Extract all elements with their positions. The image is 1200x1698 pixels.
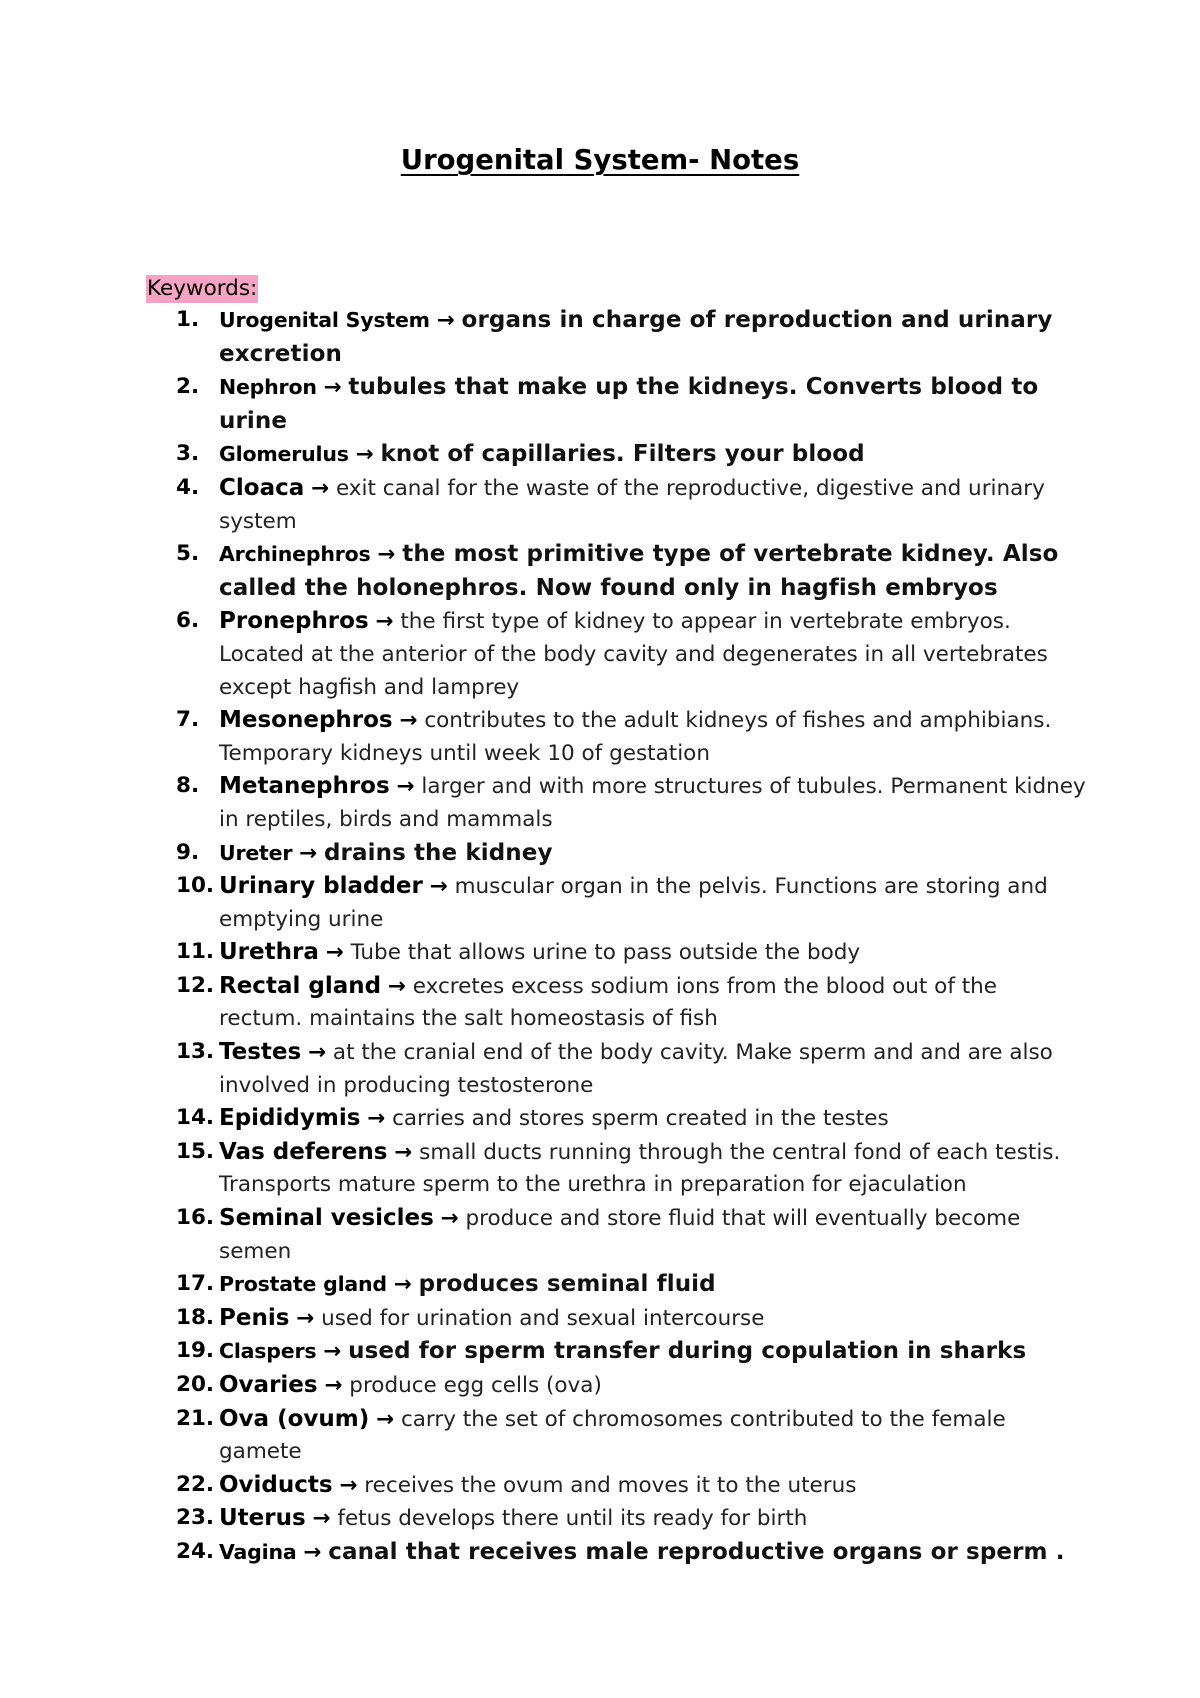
keyword-definition: organs in charge of reproduction and urinary excretion <box>219 307 1053 367</box>
keyword-definition: used for sperm transfer during copulation in sharks <box>348 1338 1027 1365</box>
keyword-definition: produce egg cells (ova) <box>349 1373 602 1398</box>
keyword-definition: canal that receives male reproductive organs or sperm . <box>328 1538 1065 1565</box>
keyword-item <box>176 936 1086 970</box>
keyword-definition: contributes to the adult kidneys of fishes and amphibians. Temporary kidneys until week 10 of gestation <box>219 708 1052 766</box>
keyword-term: Pronephros <box>219 608 369 635</box>
keyword-term: Penis <box>219 1304 290 1331</box>
keyword-term: Seminal vesicles <box>219 1205 434 1232</box>
keyword-definition: the first type of kidney to appear in vertebrate embryos. Located at the anterior of the body cavity and degenerates in all vertebrates except hagfish and lamprey <box>219 609 1048 700</box>
keyword-term: Urethra <box>219 939 319 966</box>
arrow-icon: → <box>312 1506 331 1532</box>
keyword-term: Prostate gland <box>219 1272 387 1297</box>
document-title: Urogenital System- Notes <box>400 144 800 176</box>
keyword-definition: tubules that make up the kidneys. Converts blood to urine <box>219 374 1039 434</box>
keyword-number: 17. <box>176 1271 215 1297</box>
arrow-icon: → <box>299 840 318 866</box>
keyword-term: Oviducts <box>219 1471 333 1498</box>
keyword-number: 9. <box>176 839 200 865</box>
keyword-item <box>176 1102 1086 1136</box>
keyword-number: 20. <box>176 1372 215 1397</box>
keyword-term: Claspers <box>219 1339 317 1364</box>
keyword-definition: small ducts running through the central fond of each testis. Transports mature sperm to the urethra in preparation for ejaculation <box>219 1139 1061 1198</box>
keyword-item <box>176 538 1086 605</box>
keyword-term: Ova (ovum) <box>219 1405 370 1432</box>
arrow-icon: → <box>323 1339 342 1365</box>
keyword-item <box>176 970 1086 1036</box>
keyword-number: 8. <box>176 773 200 799</box>
keyword-number: 14. <box>176 1105 215 1131</box>
keyword-term: Urinary bladder <box>219 873 423 900</box>
keyword-definition: larger and with more structures of tubules. Permanent kidney in reptiles, birds and mammals <box>219 774 1086 832</box>
keyword-item <box>176 1202 1086 1268</box>
keyword-definition: excretes excess sodium ions from the blood out of the rectum. maintains the salt homeostasis of fish <box>219 973 998 1032</box>
keyword-item <box>176 1268 1086 1302</box>
keyword-item <box>176 472 1086 538</box>
arrow-icon: → <box>377 542 396 568</box>
keywords-label: Keywords: <box>147 276 258 301</box>
keyword-item <box>176 1136 1086 1202</box>
keyword-item <box>176 605 1086 704</box>
arrow-icon: → <box>394 1139 413 1165</box>
arrow-icon: → <box>296 1305 315 1331</box>
keyword-item <box>176 1502 1086 1536</box>
keyword-definition: produces seminal fluid <box>418 1271 716 1298</box>
keyword-definition: fetus develops there until its ready for birth <box>337 1506 808 1532</box>
keyword-number: 13. <box>176 1039 215 1065</box>
arrow-icon: → <box>303 1539 322 1565</box>
keyword-number: 23. <box>176 1505 215 1531</box>
arrow-icon: → <box>339 1472 358 1498</box>
keyword-term: Urogenital System <box>219 308 430 332</box>
keyword-definition: carries and stores sperm created in the testes <box>392 1106 889 1132</box>
keyword-number: 22. <box>176 1471 215 1497</box>
arrow-icon: → <box>429 874 448 900</box>
keyword-term: Ovaries <box>219 1372 318 1398</box>
keyword-definition: muscular organ in the pelvis. Functions are storing and emptying urine <box>219 874 1048 932</box>
keyword-term: Nephron <box>219 375 317 400</box>
keyword-term: Uterus <box>219 1505 306 1532</box>
arrow-icon: → <box>308 1040 327 1066</box>
keyword-item <box>176 438 1086 472</box>
keyword-number: 11. <box>176 939 215 965</box>
keyword-definition: exit canal for the waste of the reproductive, digestive and urinary system <box>219 475 1045 534</box>
keyword-definition: receives the ovum and moves it to the uterus <box>364 1472 857 1498</box>
arrow-icon: → <box>355 442 374 468</box>
keyword-term: Testes <box>219 1039 302 1066</box>
arrow-icon: → <box>393 1272 412 1298</box>
keyword-number: 6. <box>176 608 200 634</box>
keyword-definition: carry the set of chromosomes contributed to the female gamete <box>219 1406 1006 1465</box>
keyword-definition: used for urination and sexual intercourse <box>321 1305 765 1331</box>
keyword-number: 21. <box>176 1405 215 1431</box>
keyword-number: 2. <box>176 374 200 400</box>
keyword-number: 10. <box>176 873 215 899</box>
keyword-item <box>176 704 1086 770</box>
arrow-icon: → <box>367 1106 386 1132</box>
keyword-term: Mesonephros <box>219 707 393 734</box>
keyword-definition: drains the kidney <box>323 839 553 866</box>
keyword-term: Vas deferens <box>219 1138 388 1165</box>
keyword-item <box>176 1302 1086 1336</box>
keyword-number: 12. <box>176 972 215 998</box>
keyword-term: Ureter <box>219 840 293 865</box>
keyword-number: 18. <box>176 1304 215 1330</box>
keyword-item <box>176 837 1086 871</box>
arrow-icon: → <box>399 708 418 734</box>
keyword-number: 5. <box>176 541 200 567</box>
keyword-term: Glomerulus <box>219 442 349 467</box>
keyword-term: Cloaca <box>219 474 305 501</box>
keyword-definition: produce and store fluid that will eventually become semen <box>219 1206 1021 1264</box>
arrow-icon: → <box>375 609 394 635</box>
keyword-item <box>176 304 1086 371</box>
arrow-icon: → <box>440 1206 459 1232</box>
keyword-term: Archinephros <box>219 542 371 567</box>
keyword-number: 24. <box>176 1538 215 1564</box>
arrow-icon: → <box>325 940 344 966</box>
keyword-item <box>176 1369 1086 1403</box>
keyword-item <box>176 1335 1086 1369</box>
keyword-definition: the most primitive type of vertebrate kidney. Also called the holonephros. Now found only in hagfish embryos <box>219 541 1059 601</box>
keyword-item <box>176 1536 1086 1570</box>
arrow-icon: → <box>396 774 415 800</box>
keywords-list <box>176 304 1086 1570</box>
keyword-item <box>176 1403 1086 1469</box>
keyword-number: 7. <box>176 707 200 733</box>
keyword-definition: at the cranial end of the body cavity. Make sperm and and are also involved in producing testosterone <box>219 1040 1053 1098</box>
arrow-icon: → <box>324 1373 343 1398</box>
keyword-term: Epididymis <box>219 1105 361 1132</box>
keyword-item <box>176 770 1086 836</box>
keyword-item <box>176 870 1086 936</box>
keyword-item <box>176 371 1086 438</box>
keyword-item <box>176 1469 1086 1503</box>
keyword-definition: Tube that allows urine to pass outside the body <box>350 940 861 966</box>
keyword-definition: knot of capillaries. Filters your blood <box>380 441 865 468</box>
keyword-term: Rectal gland <box>219 972 382 999</box>
keyword-term: Metanephros <box>219 773 390 800</box>
keyword-number: 4. <box>176 474 200 500</box>
arrow-icon: → <box>376 1406 395 1432</box>
keyword-number: 1. <box>176 307 200 332</box>
keyword-item <box>176 1036 1086 1102</box>
arrow-icon: → <box>387 973 406 999</box>
keyword-number: 15. <box>176 1138 215 1164</box>
arrow-icon: → <box>436 308 455 333</box>
keyword-number: 19. <box>176 1338 215 1364</box>
arrow-icon: → <box>323 375 342 401</box>
keyword-number: 16. <box>176 1205 215 1231</box>
arrow-icon: → <box>311 475 330 501</box>
keyword-term: Vagina <box>219 1539 297 1564</box>
keyword-number: 3. <box>176 441 200 467</box>
